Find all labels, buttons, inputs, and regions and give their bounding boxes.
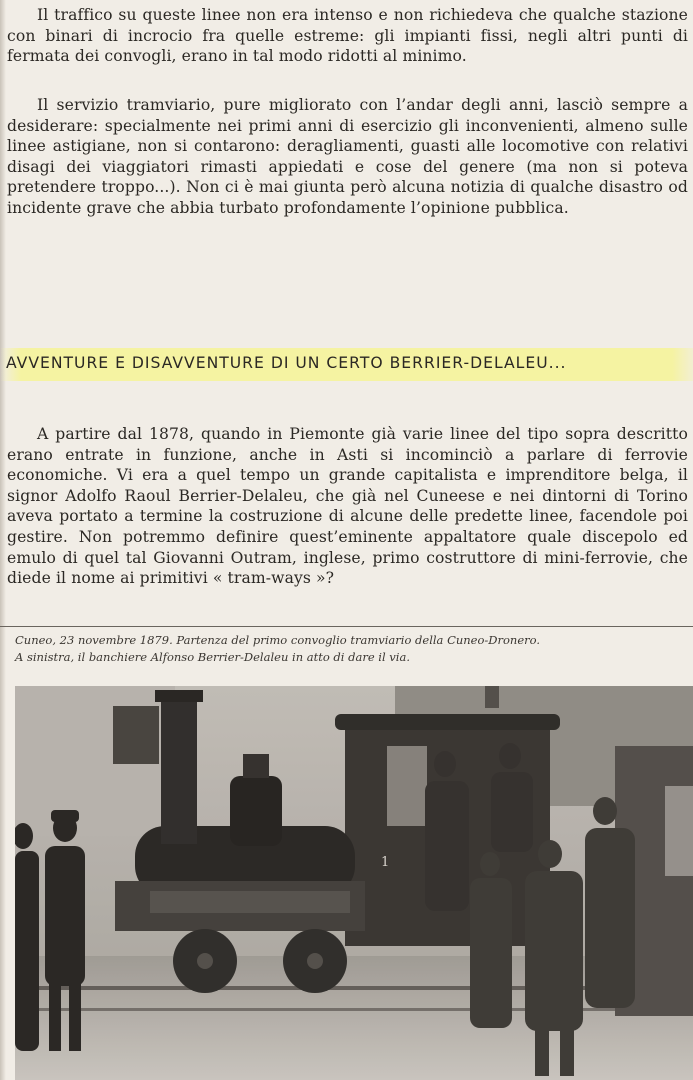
tram-locomotive-photo (15, 686, 693, 1080)
paragraph-berrier-delaleu: A partire dal 1878, quando in Piemonte già varie linee del tipo sopra descritto erano entrate in funzione, anche in Asti si incominciò a parlare di ferrovie economiche. Vi era a quel tempo un grande capitalista e imprenditore belga, il signor Adolfo Raoul Berrier-Delaleu, che già nel Cuneese e nei dintorni di Torino aveva portato a termine la costruzione di alcune delle predette linee, facendole poi gestire. Non potremmo definire quest’eminente appaltatore quale discepolo ed emulo di quel tal Giovanni Outram, inglese, primo costruttore di mini-ferrovie, che diede il nome ai primitivi « tram-ways »? (7, 425, 688, 588)
caption-line-1: Cuneo, 23 novembre 1879. Partenza del primo convoglio tramviario della Cuneo-Dronero. (15, 633, 541, 647)
caption-divider (0, 626, 693, 627)
section-heading-text: AVVENTURE E DISAVVENTURE DI UN CERTO BERRIER-DELALEU... (6, 354, 567, 372)
paragraph-tram-service: Il servizio tramviario, pure migliorato con l’andar degli anni, lasciò sempre a desiderare: specialmente nei primi anni di esercizio gli inconvenienti, almeno sulle linee astigiane, non si contarono: deragliamenti, guasti alle locomotive con relativi disagi dei viaggiatori rimasti appiedati e cose del genere (ma non si poteva pretendere troppo...). Non ci è mai giunta però alcuna notizia di qualche disastro od incidente grave che abbia turbato profondamente l’opinione pubblica. (7, 96, 688, 217)
photo-caption (15, 632, 685, 666)
locomotive-number: 1 (381, 855, 390, 870)
paragraph-traffic: Il traffico su queste linee non era intenso e non richiedeva che qualche stazione con binari di incrocio fra quelle estreme: gli impianti fissi, negli altri punti di fermata dei convogli, erano in tal modo ridotti al minimo. (7, 6, 688, 66)
caption-line-2: A sinistra, il banchiere Alfonso Berrier-Delaleu in atto di dare il via. (15, 650, 410, 664)
section-heading (0, 348, 693, 381)
page-fold-shadow (0, 0, 6, 1080)
historic-photo (15, 686, 693, 1080)
